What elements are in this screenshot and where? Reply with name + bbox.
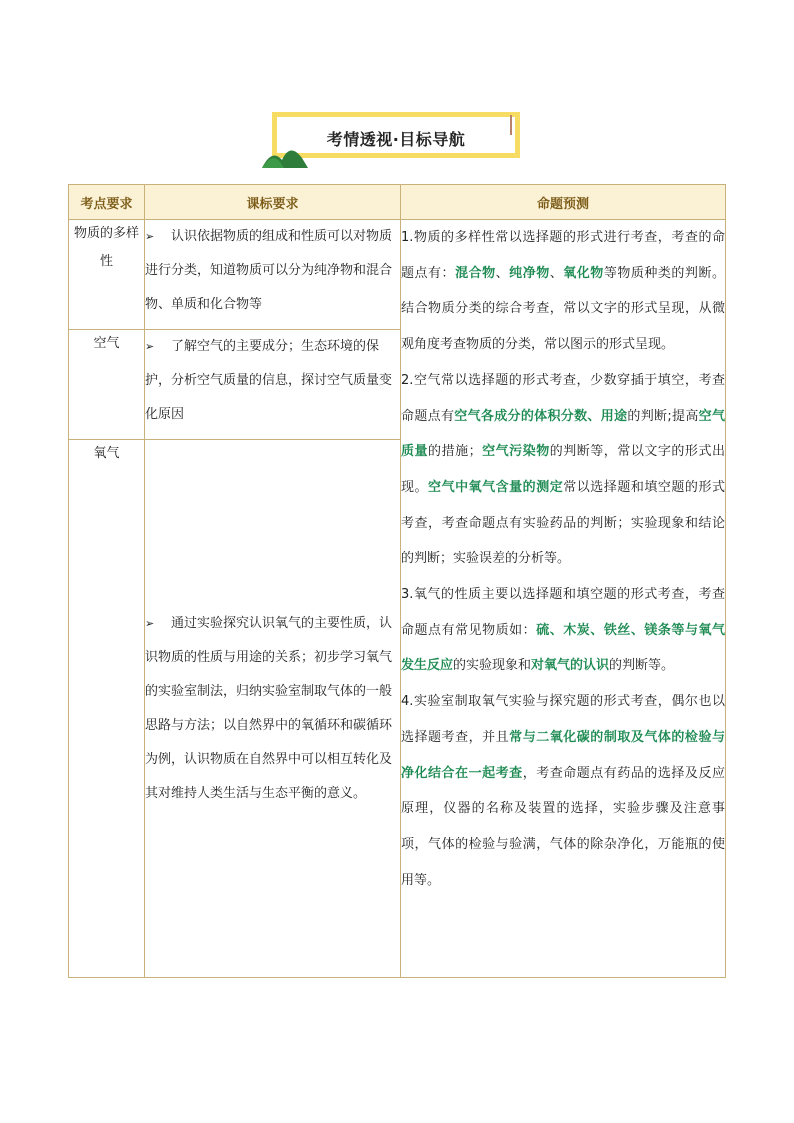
highlight-text: 混合物	[455, 265, 496, 281]
prediction-text: 2.空气常以选择题的形式考查，少数穿插于填空，考查命题点有	[401, 372, 725, 424]
prediction-paragraph-1	[401, 220, 725, 363]
arrow-bullet-icon: ➢	[145, 340, 155, 353]
highlight-text: 空气污染物	[481, 444, 550, 460]
prediction-paragraph-3	[401, 577, 725, 684]
topic-cell: 空气	[69, 330, 145, 440]
highlight-text: 对氧气的认识	[531, 658, 610, 674]
prediction-text: 的实验现象和	[453, 658, 532, 674]
prediction-text: 的判断等，常以文字的形式出现。	[401, 444, 725, 495]
table-header-row	[69, 185, 726, 220]
prediction-text: 4.实验室制取氧气实验与探究题的形式考查，偶尔也以选择题考查，并且	[401, 694, 725, 745]
standard-cell	[145, 440, 401, 978]
prediction-text: 的措施；	[428, 444, 482, 460]
prediction-text: ，考查命题点有药品的选择及反应原理，仪器的名称及装置的选择，实验步骤及注意事项，气体的检验与验满，气体的除杂净化，万能瓶的使用等。	[401, 765, 725, 888]
hills-icon	[262, 140, 308, 172]
prediction-paragraph-4	[401, 684, 725, 898]
prediction-paragraph-2	[401, 363, 725, 577]
prediction-text: 、	[495, 265, 510, 281]
table-row	[69, 220, 726, 330]
arrow-bullet-icon: ➢	[145, 230, 155, 243]
topic-cell: 氧气	[69, 440, 145, 978]
prediction-text: 的判断;提高	[627, 408, 699, 424]
banner-title: 考情透视·目标导航	[326, 130, 466, 149]
standard-cell	[145, 330, 401, 440]
highlight-text: 常与二氧化碳的制取及气体的检验与净化结合在一起考查	[401, 729, 725, 781]
highlight-text: 空气质量	[401, 408, 725, 460]
highlight-text: 空气中氧气含量的测定	[428, 479, 564, 495]
topic-cell: 物质的多样性	[69, 220, 145, 330]
standard-text: 了解空气的主要成分；生态环境的保护，分析空气质量的信息，探讨空气质量变化原因	[145, 339, 393, 422]
standard-text: 认识依据物质的组成和性质可以对物质进行分类，知道物质可以分为纯净物和混合物、单质和化合物等	[145, 229, 393, 312]
prediction-text: 3.氧气的性质主要以选择题和填空题的形式考查，考查命题点有常见物质如：	[401, 587, 725, 638]
standard-cell	[145, 220, 401, 330]
prediction-text: 等物质种类的判断。结合物质分类的综合考查，常以文字的形式呈现，从微观角度考查物质的分类，常以图示的形式呈现。	[401, 265, 725, 353]
highlight-text: 氧化物	[563, 265, 604, 281]
section-banner	[272, 112, 520, 158]
prediction-cell	[401, 220, 726, 978]
exam-overview-table	[68, 184, 726, 978]
prediction-text: 、	[549, 265, 564, 281]
header-topic: 考点要求	[69, 185, 145, 220]
prediction-text: 常以选择题和填空题的形式考查，考查命题点有实验药品的判断；实验现象和结论的判断；实验误差的分析等。	[401, 479, 725, 567]
prediction-text: 的判断等。	[609, 658, 675, 674]
arrow-bullet-icon: ➢	[145, 616, 155, 630]
highlight-text: 硫、木炭、铁丝、镁条等与氧气发生反应	[401, 622, 725, 674]
prediction-text: 1.物质的多样性常以选择题的形式进行考查，考查的命题点有：	[401, 230, 725, 281]
standard-text: 通过实验探究认识氧气的主要性质，认识物质的性质与用途的关系；初步学习氧气的实验室制法，归纳实验室制取气体的一般思路与方法；以自然界中的氧循环和碳循环为例，认识物质在自然界中可以相互转化及其对维持人类生活与生态平衡的意义。	[145, 615, 393, 801]
highlight-text: 空气各成分的体积分数、用途	[454, 408, 628, 424]
highlight-text: 纯净物	[509, 265, 550, 281]
banner-accent-line	[510, 115, 512, 135]
header-prediction: 命题预测	[401, 185, 726, 220]
header-standard: 课标要求	[145, 185, 401, 220]
